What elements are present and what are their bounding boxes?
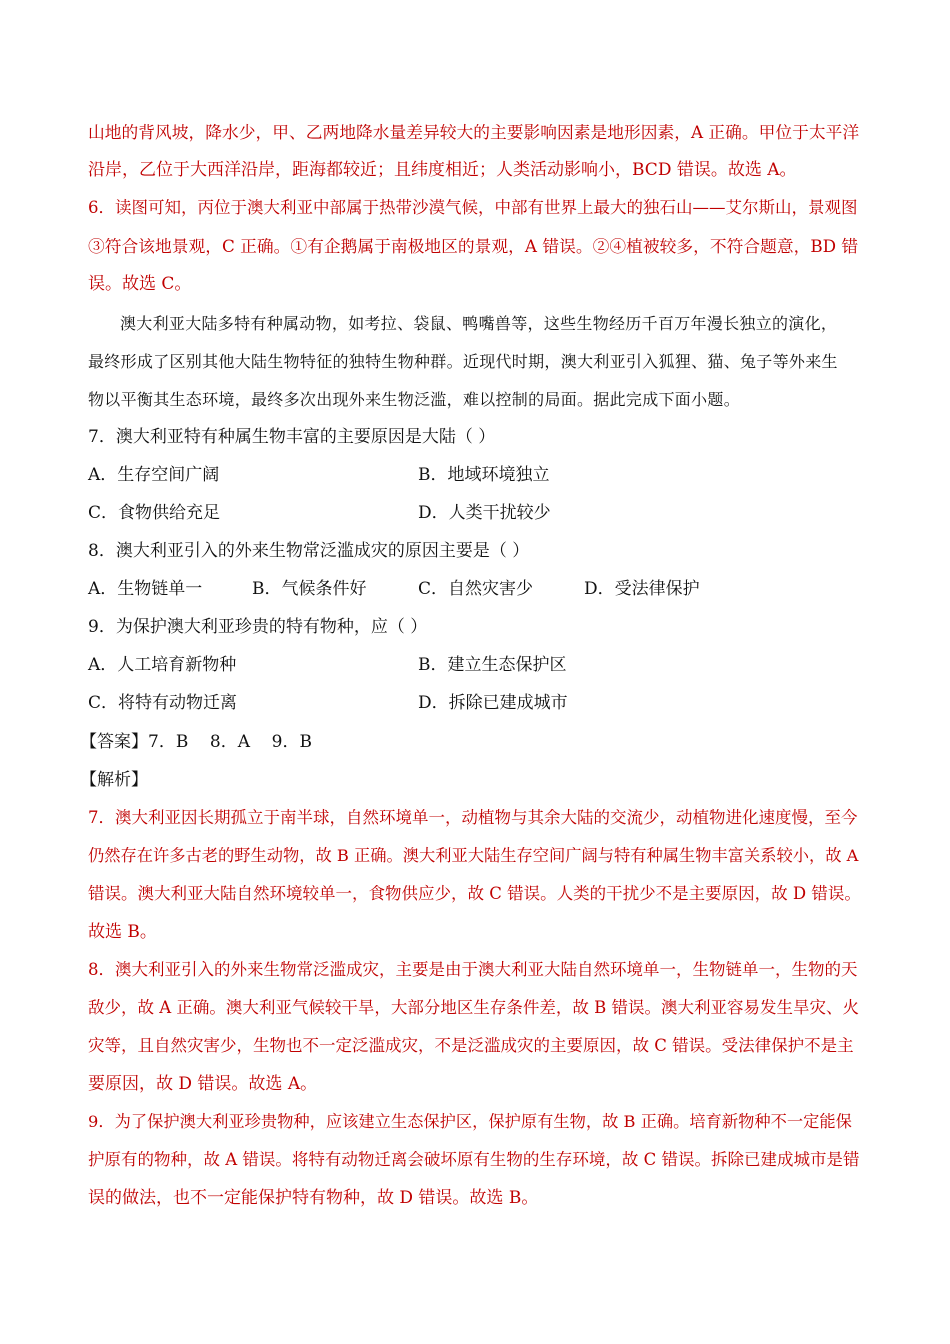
q6-explanation-line: 误。故选 C。 <box>88 274 192 294</box>
question-7-option-b: B．地域环境独立 <box>418 465 550 485</box>
question-7-option-d: D．人类干扰较少 <box>418 503 551 523</box>
passage-line: 物以平衡其生态环境，最终多次出现外来生物泛滥，难以控制的局面。据此完成下面小题。 <box>88 390 741 409</box>
question-9-stem: 9．为保护澳大利亚珍贵的特有物种，应（ ） <box>88 617 428 637</box>
question-9-option-a: A．人工培育新物种 <box>88 655 237 675</box>
question-7-option-a: A．生存空间广阔 <box>88 465 220 485</box>
explanation-7-line: 故选 B。 <box>88 922 157 942</box>
explanation-9-line: 护原有的物种，故 A 错误。将特有动物迁离会破坏原有生物的生存环境，故 C 错误。拆除已建成城市是错 <box>88 1150 860 1169</box>
question-7-stem: 7．澳大利亚特有种属生物丰富的主要原因是大陆（ ） <box>88 427 496 447</box>
passage-line: 最终形成了区别其他大陆生物特征的独特生物种群。近现代时期，澳大利亚引入狐狸、猫、兔子等外来生 <box>88 352 838 371</box>
explanation-9-line: 误的做法，也不一定能保护特有物种，故 D 错误。故选 B。 <box>88 1188 539 1208</box>
explanation-8-line: 8．澳大利亚引入的外来生物常泛滥成灾，主要是由于澳大利亚大陆自然环境单一，生物链单一，生物的天 <box>88 960 858 979</box>
explanation-7-line: 错误。澳大利亚大陆自然环境较单一，食物供应少，故 C 错误。人类的干扰少不是主要原因，故 D 错误。 <box>88 884 861 903</box>
passage-line: 澳大利亚大陆多特有种属动物，如考拉、袋鼠、鸭嘴兽等，这些生物经历千百万年漫长独立的演化， <box>120 314 838 333</box>
q6-explanation-line: 6．读图可知，丙位于澳大利亚中部属于热带沙漠气候，中部有世界上最大的独石山——艾尔斯山，景观图 <box>88 198 858 217</box>
question-7-option-c: C．食物供给充足 <box>88 503 221 523</box>
analysis-label: 【解析】 <box>80 770 148 790</box>
explanation-7-line: 仍然存在许多古老的野生动物，故 B 正确。澳大利亚大陆生存空间广阔与特有种属生物丰富关系较小，故 A <box>88 846 859 865</box>
question-8-option-d: D．受法律保护 <box>584 579 700 599</box>
question-8-option-a: A．生物链单一 <box>88 579 203 599</box>
question-8-option-c: C．自然灾害少 <box>418 579 534 599</box>
explanation-7-line: 7．澳大利亚因长期孤立于南半球，自然环境单一，动植物与其余大陆的交流少，动植物进化速度慢，至今 <box>88 808 858 827</box>
explanation-8-line: 要原因，故 D 错误。故选 A。 <box>88 1074 318 1094</box>
question-9-option-b: B．建立生态保护区 <box>418 655 567 675</box>
explanation-9-line: 9．为了保护澳大利亚珍贵物种，应该建立生态保护区，保护原有生物，故 B 正确。培育新物种不一定能保 <box>88 1112 852 1131</box>
prev-explanation-line: 沿岸，乙位于大西洋沿岸，距海都较近；且纬度相近；人类活动影响小，BCD 错误。故选 A。 <box>88 160 797 180</box>
q6-explanation-line: ③符合该地景观，C 正确。①有企鹅属于南极地区的景观，A 错误。②④植被较多，不符合题意，BD 错 <box>88 236 859 256</box>
question-8-option-b: B．气候条件好 <box>252 579 367 599</box>
question-9-option-c: C．将特有动物迁离 <box>88 693 238 713</box>
answer-key: 【答案】7．B 8．A 9．B <box>80 732 312 752</box>
question-9-option-d: D．拆除已建成城市 <box>418 693 568 713</box>
prev-explanation-line: 山地的背风坡，降水少，甲、乙两地降水量差异较大的主要影响因素是地形因素，A 正确。甲位于太平洋 <box>88 122 860 142</box>
explanation-8-line: 敌少，故 A 正确。澳大利亚气候较干旱，大部分地区生存条件差，故 B 错误。澳大利亚容易发生旱灾、火 <box>88 998 860 1017</box>
question-8-stem: 8．澳大利亚引入的外来生物常泛滥成灾的原因主要是（ ） <box>88 541 530 561</box>
explanation-8-line: 灾等，且自然灾害少，生物也不一定泛滥成灾，不是泛滥成灾的主要原因，故 C 错误。受法律保护不是主 <box>88 1036 854 1055</box>
